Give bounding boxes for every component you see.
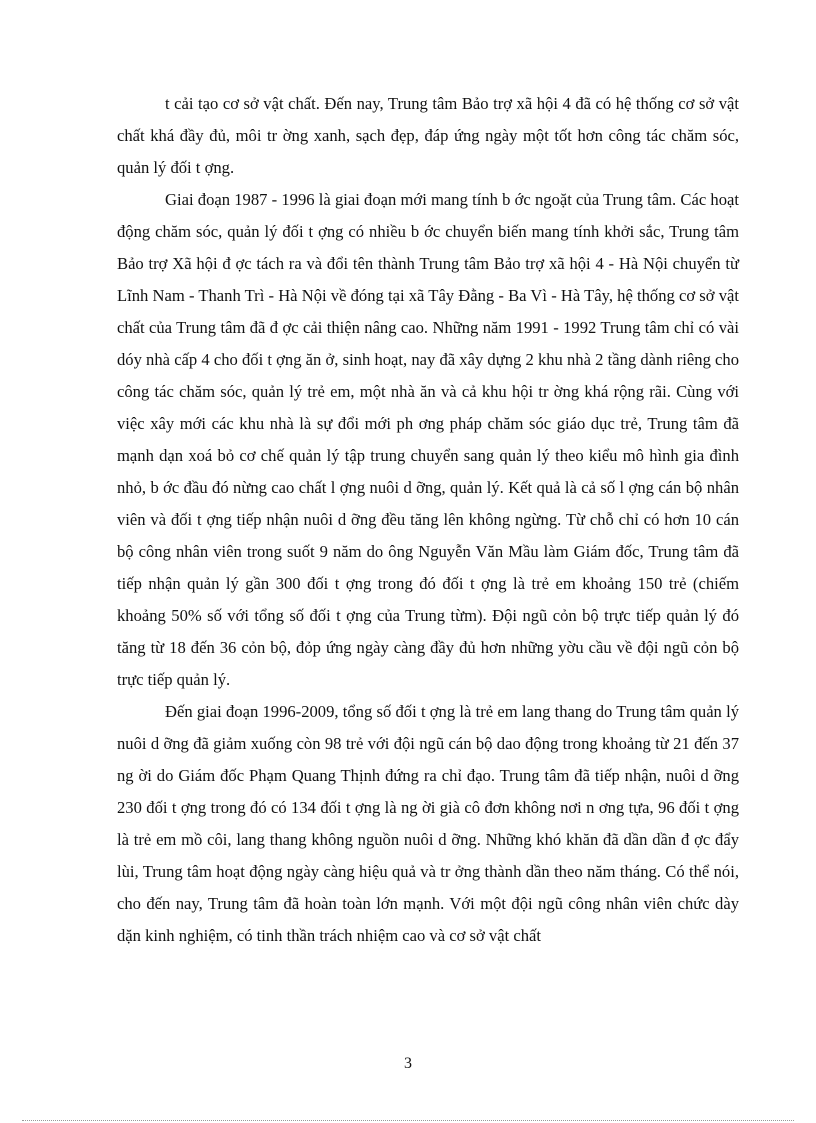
page-bottom-divider [22,1120,794,1121]
paragraph-3: Đến giai đoạn 1996-2009, tổng số đối t ợng là trẻ em lang thang do Trung tâm quản lý nuôi d ỡng đã giảm xuống còn 98 trẻ với đội ngũ cán bộ dao động trong khoảng từ 21 đến 37 ng ời do Giám đốc Phạm Quang Thịnh đứng ra chỉ đạo. Trung tâm đã tiếp nhận, nuôi d ỡng 230 đối t ợng trong đó có 134 đối t ợng là ng ời già cô đơn không nơi n ơng tựa, 96 đối t ợng là trẻ em mồ côi, lang thang không nguồn nuôi d ỡng. Những khó khăn đã dần dần đ ợc đẩy lùi, Trung tâm hoạt động ngày càng hiệu quả và tr ởng thành dần theo năm tháng. Có thể nói, cho đến nay, Trung tâm đã hoàn toàn lớn mạnh. Với một đội ngũ công nhân viên chức dày dặn kinh nghiệm, có tinh thần trách nhiệm cao và cơ sở vật chất [117,702,739,945]
paragraph-2: Giai đoạn 1987 - 1996 là giai đoạn mới mang tính b ớc ngoặt của Trung tâm. Các hoạt động chăm sóc, quản lý đối t ợng có nhiều b ớc chuyển biến mang tính khởi sắc, Trung tâm Bảo trợ Xã hội đ ợc tách ra và đổi tên thành Trung tâm Bảo trợ xã hội 4 - Hà Nội chuyển từ Lĩnh Nam - Thanh Trì - Hà Nội về đóng tại xã Tây Đằng - Ba Vì - Hà Tây, hệ thống cơ sở vật chất của Trung tâm đã đ ợc cải thiện nâng cao. Những năm 1991 - 1992 Trung tâm chỉ có vài dóy nhà cấp 4 cho đối t ợng ăn ở, sinh hoạt, nay đã xây dựng 2 khu nhà 2 tầng dành riêng cho công tác chăm sóc, quản lý trẻ em, một nhà ăn và cả khu hội tr ờng khá rộng rãi. Cùng với việc xây mới các khu nhà là sự đổi mới ph ơng pháp chăm sóc giáo dục trẻ, Trung tâm đã mạnh dạn xoá bỏ cơ chế quản lý tập trung chuyển sang quản lý theo kiểu mô hình gia đình nhỏ, b ớc đầu đó nừng cao chất l ợng nuôi d ỡng, quản lý. Kết quả là cả số l ợng cán bộ nhân viên và đối t ợng tiếp nhận nuôi d ỡng đều tăng lên không ngừng. Từ chỗ chỉ có hơn 10 cán bộ công nhân viên trong suốt 9 năm do ông Nguyễn Văn Mầu làm Giám đốc, Trung tâm đã tiếp nhận quản lý gần 300 đối t ợng trong đó đối t ợng là trẻ em khoảng 150 trẻ (chiếm khoảng 50% số với tổng số đối t ợng của Trung từm). Đội ngũ cỏn bộ trực tiếp quản lý đó tăng từ 18 đến 36 cỏn bộ, đỏp ứng ngày càng đầy đủ hơn những yờu cầu về đội ngũ cỏn bộ trực tiếp quản lý. [117,190,739,689]
page-number: 3 [404,1055,412,1072]
paragraph-1: t cải tạo cơ sở vật chất. Đến nay, Trung tâm Bảo trợ xã hội 4 đã có hệ thống cơ sở vật chất khá đầy đủ, môi tr ờng xanh, sạch đẹp, đáp ứng ngày một tốt hơn công tác chăm sóc, quản lý đối t ợng. [117,94,739,177]
document-body [117,88,739,952]
